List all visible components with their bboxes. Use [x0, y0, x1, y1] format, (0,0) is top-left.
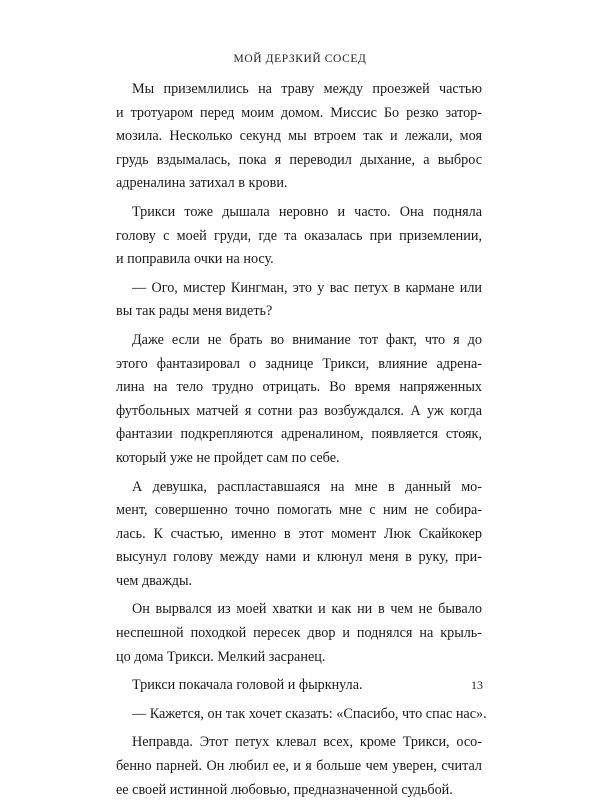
- text-line: голову с моей груди, где та оказалась при приземлении,: [116, 227, 482, 244]
- text-line: Мы приземлились на траву между проезжей частью: [132, 81, 482, 97]
- text-line: фантазии подкрепляются адреналином, появляется стояк,: [116, 426, 482, 443]
- paragraph: [116, 201, 482, 272]
- text-line: лина на тело трудно отрицать. Во время напряженных: [116, 379, 482, 396]
- text-line: грудь вздымалась, пока я переводил дыхание, а выброс: [116, 151, 482, 168]
- text-line: неспешной походкой пересек двор и поднялся на крыль-: [116, 625, 482, 642]
- text-line: мент, совершенно точно помогать мне с ним не собира-: [116, 502, 482, 519]
- text-line: Даже если не брать во внимание тот факт, что я до: [132, 331, 482, 348]
- paragraph: [116, 598, 482, 669]
- paragraph: [116, 674, 482, 698]
- text-line: Он вырвался из моей хватки и как ни в чем не бывало: [132, 601, 482, 618]
- text-line: адреналина затихал в крови.: [116, 175, 288, 192]
- text-line: Неправда. Этот петух клевал всех, кроме Трикси, осо-: [132, 734, 482, 751]
- text-line: ее своей истинной любовью, предназначенной судьбой.: [116, 781, 453, 798]
- text-line: который уже не пройдет сам по себе.: [116, 449, 340, 466]
- text-line: цо дома Трикси. Мелкий засранец.: [116, 648, 326, 665]
- paragraph: [116, 78, 482, 196]
- text-line: и поправила очки на носу.: [116, 251, 274, 268]
- text-line: — Кажется, он так хочет сказать: «Спасибо, что спас нас».: [132, 705, 487, 722]
- paragraph: [116, 277, 482, 324]
- paragraph: [116, 329, 482, 471]
- page-number: 13: [471, 678, 483, 692]
- text-line: высунул голову между нами и клюнул меня в руку, при-: [116, 549, 482, 566]
- text-line: вы так рады меня видеть?: [116, 303, 273, 320]
- text-line: Трикси покачала головой и фыркнула.: [132, 677, 363, 694]
- body-text: [116, 78, 487, 802]
- text-line: А девушка, распластавшаяся на мне в данный мо-: [132, 478, 482, 495]
- paragraph: [116, 476, 482, 594]
- text-line: мозила. Несколько секунд мы втроем так и лежали, моя: [116, 128, 482, 145]
- text-line: чем дважды.: [116, 572, 193, 589]
- paragraph: [116, 731, 482, 802]
- text-line: лась. К счастью, именно в этот момент Люк Скайкокер: [116, 525, 482, 542]
- paragraph: [116, 703, 487, 727]
- text-line: бенно парней. Он любил ее, и я больше чем уверен, считал: [116, 758, 482, 775]
- text-line: и тротуаром перед моим домом. Миссис Бо резко затор-: [116, 104, 482, 121]
- text-line: этого фантазировал о заднице Трикси, влияние адрена-: [116, 355, 482, 372]
- text-line: Трикси тоже дышала неровно и часто. Она подняла: [132, 203, 482, 220]
- text-line: футбольных матчей я сотни раз возбуждался. А уж когда: [116, 402, 482, 419]
- running-title: МОЙ ДЕРЗКИЙ СОСЕД: [233, 53, 367, 65]
- text-line: — Ого, мистер Кингман, это у вас петух в кармане или: [132, 279, 482, 296]
